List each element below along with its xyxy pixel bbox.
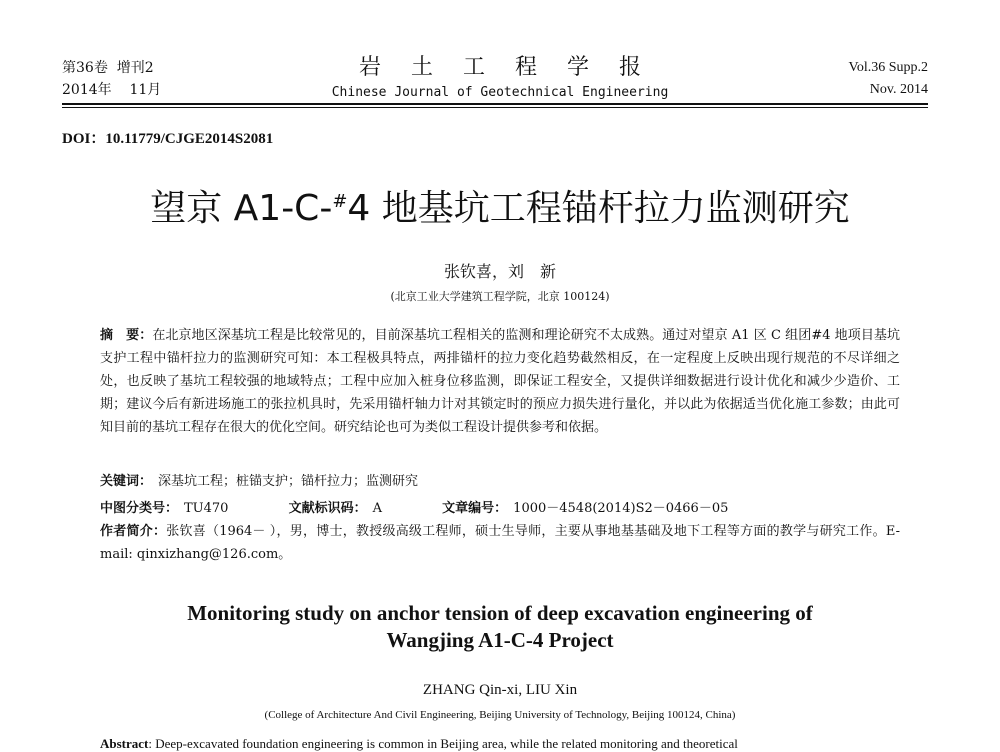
abstract-cn-label: 摘 要： bbox=[100, 328, 153, 343]
header-rule-thin bbox=[62, 107, 928, 108]
volume-en: Vol.36 Supp.2 bbox=[848, 60, 928, 75]
doc-code-value: A bbox=[372, 501, 383, 516]
abstract-en-label: Abstract bbox=[100, 736, 149, 751]
volume-cn: 第36卷 bbox=[62, 60, 108, 76]
clc-label: 中图分类号： bbox=[100, 501, 179, 516]
classification-line bbox=[100, 497, 734, 516]
abstract-en bbox=[100, 736, 900, 752]
author-bio bbox=[100, 520, 900, 566]
abstract-cn bbox=[100, 324, 900, 439]
title-cn-post: 4 地基坑工程锚杆拉力监测研究 bbox=[347, 188, 850, 229]
header-right bbox=[849, 57, 928, 101]
clc-value: TU470 bbox=[184, 501, 229, 516]
keywords-label: 关键词： bbox=[100, 474, 153, 489]
paper-title-cn bbox=[0, 180, 1000, 231]
date-en: Nov. 2014 bbox=[869, 82, 928, 97]
doc-code-label: 文献标识码： bbox=[288, 501, 367, 516]
doi: DOI：10.11779/CJGE2014S2081 bbox=[62, 131, 274, 147]
authors-en: ZHANG Qin-xi, LIU Xin bbox=[422, 682, 578, 698]
keywords-text: 深基坑工程；桩锚支护；锚杆拉力；监测研究 bbox=[158, 474, 419, 489]
author-bio-label: 作者简介： bbox=[100, 524, 167, 539]
authors-cn: 张钦喜，刘 新 bbox=[443, 262, 556, 281]
affiliation-cn: (北京工业大学建筑工程学院，北京 100124) bbox=[390, 290, 610, 303]
header-rule-thick bbox=[62, 103, 928, 105]
title-cn-pre: 望京 A1-C- bbox=[150, 188, 333, 229]
paper-title-en bbox=[0, 600, 1000, 654]
author-bio-text: 张钦喜（1964－ ），男，博士，教授级高级工程师，硕士生导师，主要从事地基基础及地下工程等方面的教学与研究工作。E-mail: qinxizhang@126.com。 bbox=[100, 524, 900, 562]
keywords bbox=[100, 470, 424, 489]
article-no-value: 1000－4548(2014)S2－0466－05 bbox=[513, 501, 729, 516]
month-cn: 11月 bbox=[129, 82, 162, 98]
title-en-line2: Wangjing A1-C-4 Project bbox=[386, 628, 614, 652]
abstract-en-text: : Deep-excavated foundation engineering is common in Beijing area, while the related monitoring and theoretical bbox=[148, 736, 738, 751]
journal-title-en: Chinese Journal of Geotechnical Engineering bbox=[331, 85, 669, 100]
year-cn: 2014年 bbox=[62, 82, 112, 98]
title-cn-sup: # bbox=[332, 191, 348, 212]
affiliation-en: (College of Architecture And Civil Engineering, Beijing University of Technology, Beijing 100124, China) bbox=[264, 709, 736, 721]
issue-cn: 增刊2 bbox=[116, 60, 154, 76]
article-no-label: 文章编号： bbox=[442, 501, 508, 516]
abstract-cn-text: 在北京地区深基坑工程是比较常见的，目前深基坑工程相关的监测和理论研究不太成熟。通过对望京 A1 区 C 组团#4 地项目基坑支护工程中锚杆拉力的监测研究可知：本工程极具特点，两排锚杆的拉力变化趋势截然相反，在一定程度上反映出现行规范的不尽详细之处，也反映了基坑工程较强的地域特点；工程中应加入桩身位移监测，即保证工程安全，又提供详细数据进行设计优化和减少少造价、工期；建议今后有新进场施工的张拉机具时，先采用锚杆轴力计对其锁定时的预应力损失进行量化，并以此为依据适当优化施工参数；由此可知目前的基坑工程存在很大的优化空间。研究结论也可为类似工程设计提供参考和依据。 bbox=[100, 328, 900, 435]
journal-title-cn: 岩土工程学报 bbox=[358, 55, 671, 80]
title-en-line1: Monitoring study on anchor tension of deep excavation engineering of bbox=[187, 601, 813, 625]
